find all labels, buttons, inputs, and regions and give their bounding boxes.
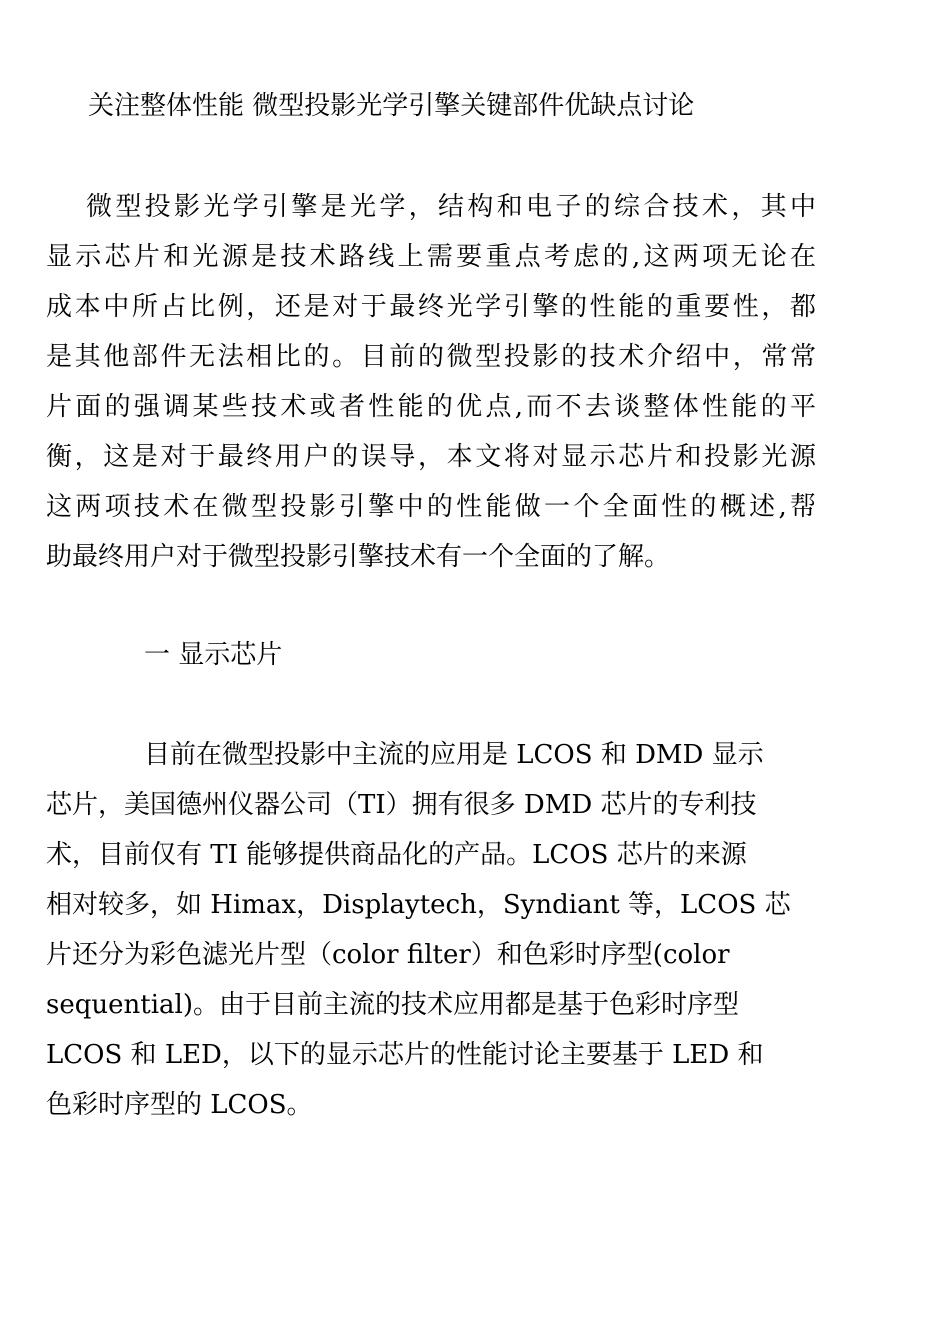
section-line: sequential)。由于目前主流的技术应用都是基于色彩时序型 bbox=[46, 990, 739, 1020]
document-title: 关注整体性能 微型投影光学引擎关键部件优缺点讨论 bbox=[88, 91, 695, 121]
section-line: 相对较多，如 Himax，Displaytech，Syndiant 等，LCOS 芯 bbox=[46, 890, 791, 920]
section-line: 术，目前仅有 TI 能够提供商品化的产品。LCOS 芯片的来源 bbox=[46, 840, 747, 870]
section-heading: 一 显示芯片 bbox=[144, 640, 283, 670]
intro-line: 是其他部件无法相比的。目前的微型投影的技术介绍中，常常 bbox=[46, 342, 816, 372]
intro-line: 片面的强调某些技术或者性能的优点,而不去谈整体性能的平 bbox=[46, 392, 816, 422]
section-line: LCOS 和 LED，以下的显示芯片的性能讨论主要基于 LED 和 bbox=[46, 1040, 764, 1070]
section-line: 目前在微型投影中主流的应用是 LCOS 和 DMD 显示 bbox=[144, 740, 764, 770]
intro-line: 这两项技术在微型投影引擎中的性能做一个全面性的概述,帮 bbox=[46, 492, 816, 522]
section-paragraph bbox=[46, 730, 816, 1130]
intro-paragraph bbox=[46, 182, 816, 582]
intro-line: 微型投影光学引擎是光学，结构和电子的综合技术，其中 bbox=[86, 192, 816, 222]
intro-line: 助最终用户对于微型投影引擎技术有一个全面的了解。 bbox=[46, 542, 671, 572]
section-line: 芯片，美国德州仪器公司（TI）拥有很多 DMD 芯片的专利技 bbox=[46, 790, 757, 820]
section-line: 片还分为彩色滤光片型（color filter）和色彩时序型(color bbox=[46, 940, 730, 970]
intro-line: 成本中所占比例，还是对于最终光学引擎的性能的重要性，都 bbox=[46, 292, 816, 322]
intro-line: 显示芯片和光源是技术路线上需要重点考虑的,这两项无论在 bbox=[46, 242, 816, 272]
section-line: 色彩时序型的 LCOS。 bbox=[46, 1090, 313, 1120]
intro-line: 衡，这是对于最终用户的误导，本文将对显示芯片和投影光源 bbox=[46, 442, 816, 472]
